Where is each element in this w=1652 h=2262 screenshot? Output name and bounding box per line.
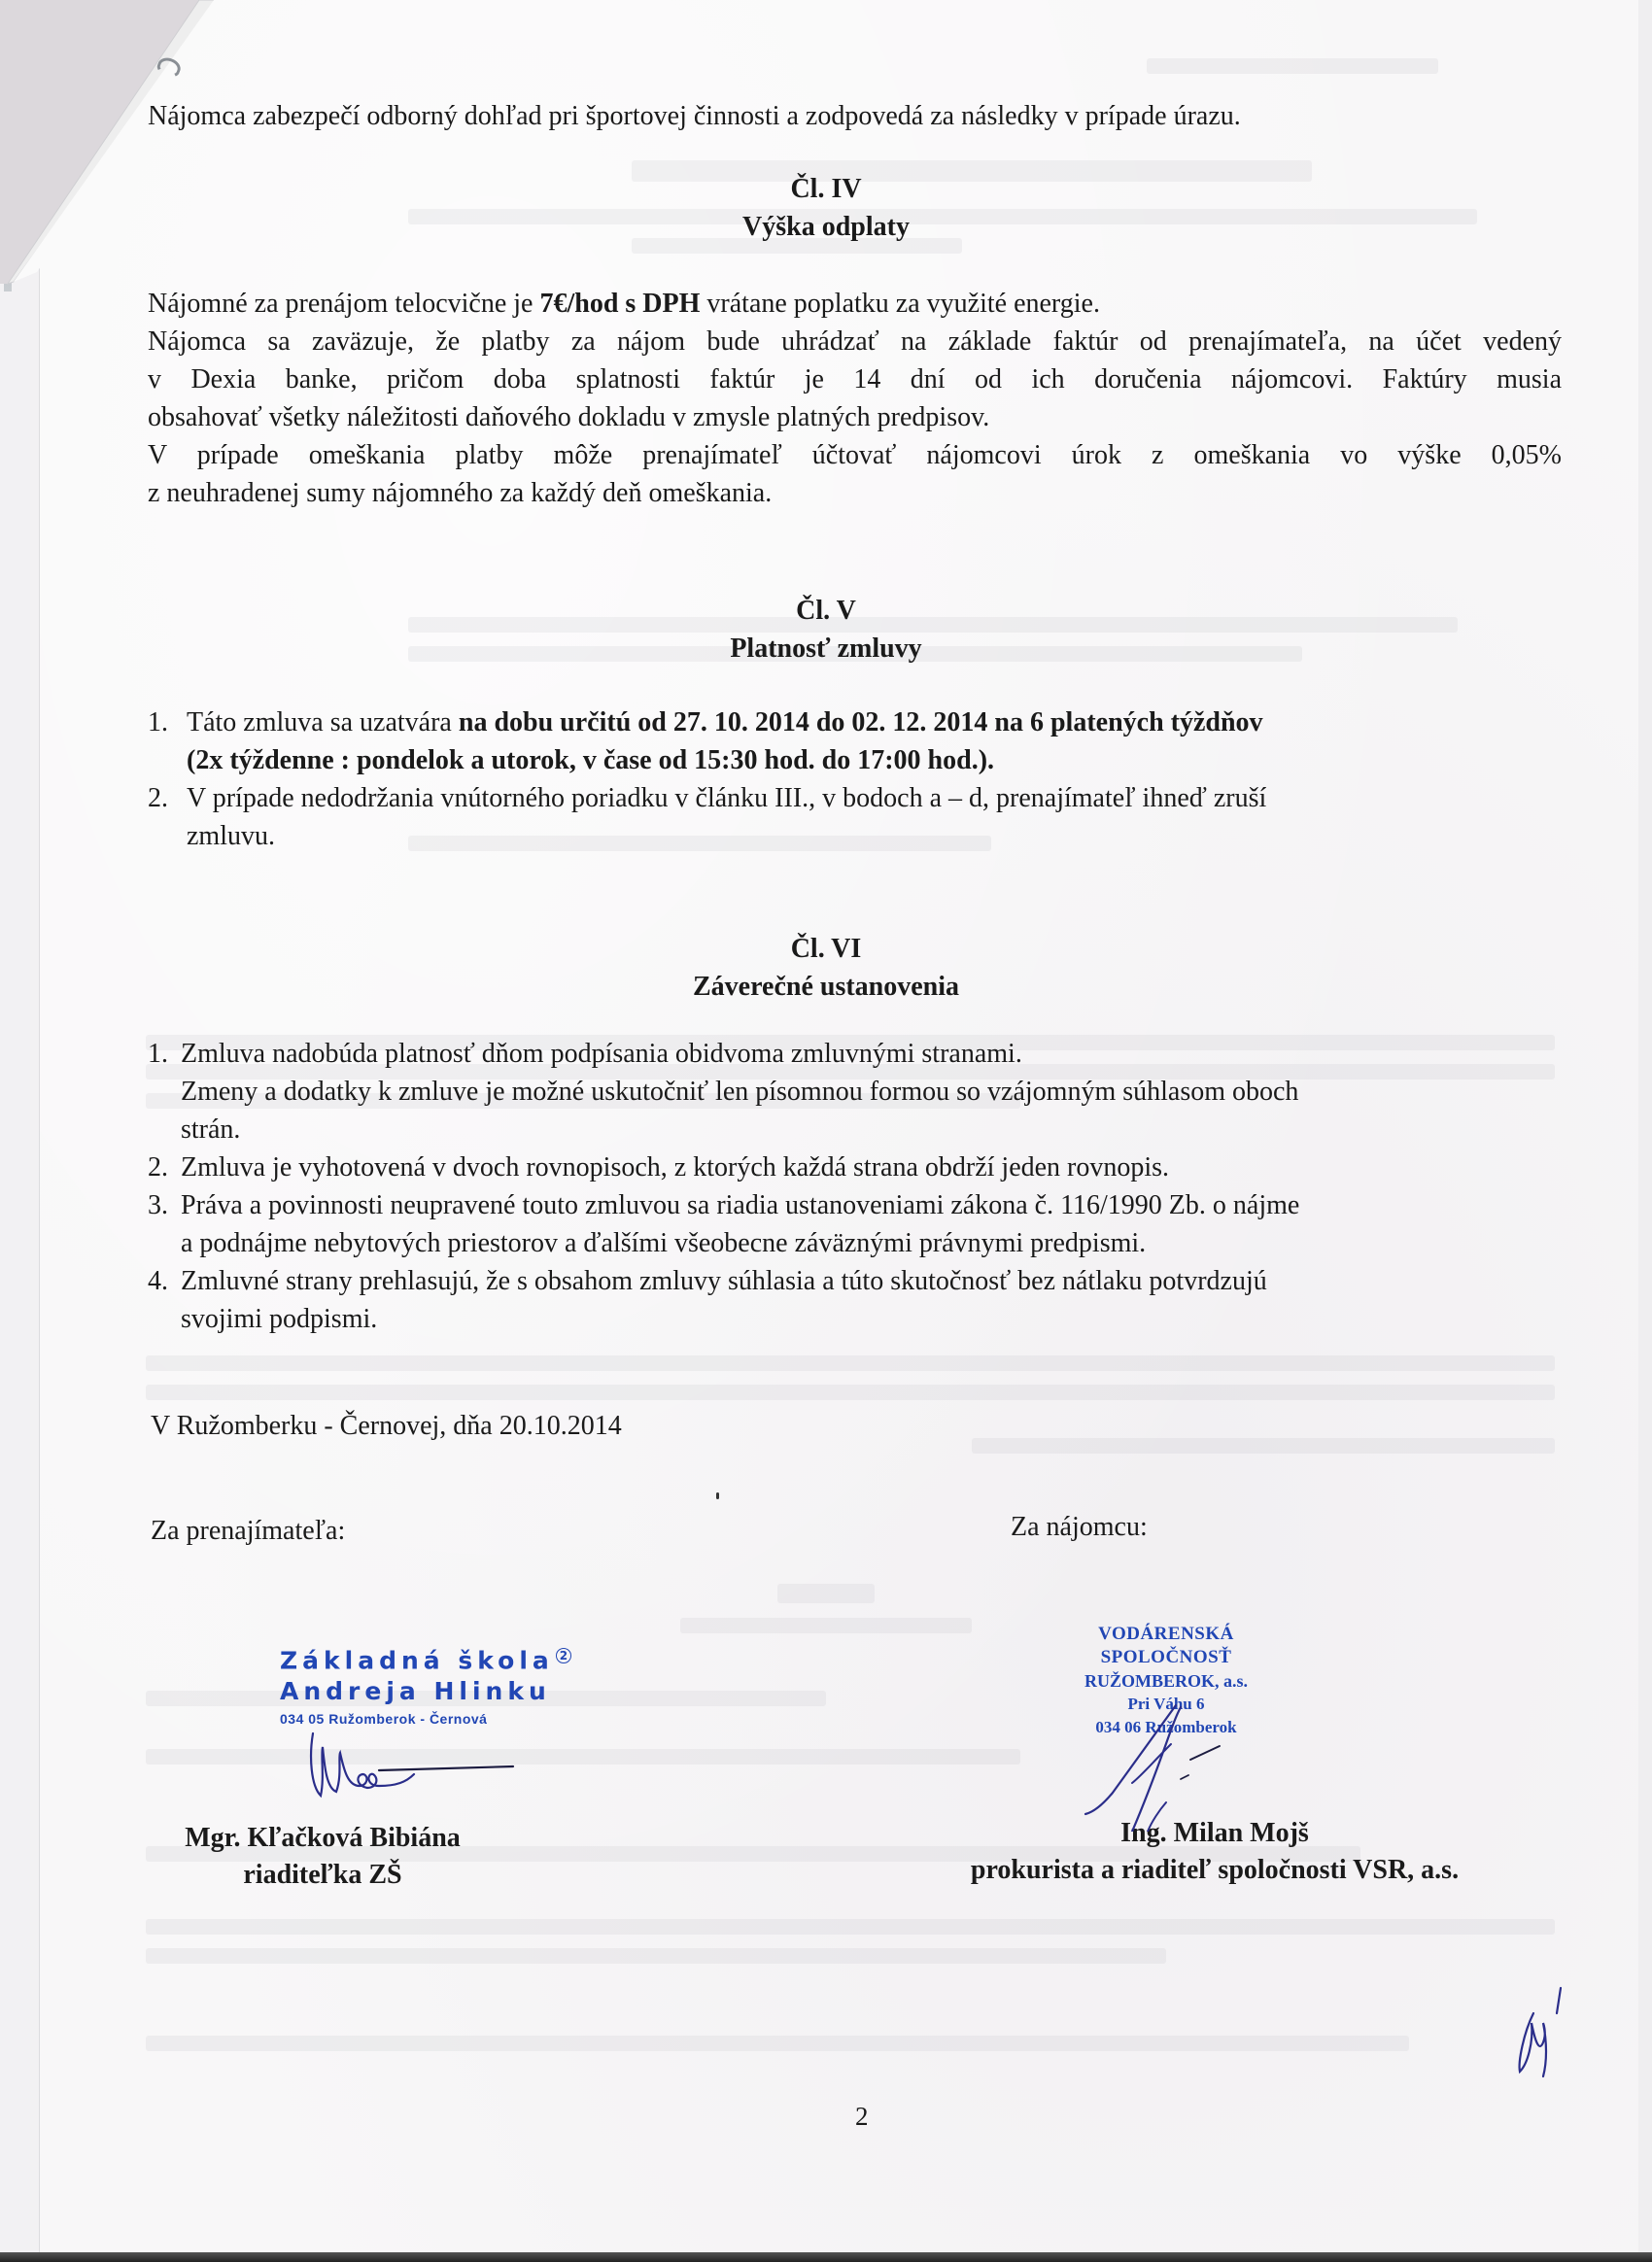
article-v-number: Čl. V (796, 596, 856, 626)
lessor-signatory (148, 1820, 498, 1894)
item-text: Zmluva je vyhotovená v dvoch rovnopisoch, z ktorých každá strana obdrží jeden rovnopis. (181, 1152, 1170, 1182)
contract-schedule: (2x týždenne : pondelok a utorok, v čase od 15:30 hod. do 17:00 hod.). (187, 745, 995, 775)
article-v-item-2 (148, 779, 1566, 855)
item-text: V prípade nedodržania vnútorného poriadku v článku III., v bodoch a – d, prenajímateľ ihneď zruší (187, 783, 1267, 813)
lessor-signature-icon (309, 1728, 523, 1805)
item-text: Zmluva nadobúda platnosť dňom podpísania obidvoma zmluvnými stranami. (181, 1039, 1022, 1069)
intro-paragraph (148, 97, 1562, 135)
rent-price-value: 7€/hod s DPH (539, 289, 701, 319)
item-text: a podnájme nebytových priestorov a ďalšími všeobecne záväznými právnymi predpismi. (181, 1228, 1147, 1258)
item-number: 3. (148, 1190, 168, 1220)
stamp-company-name: VODÁRENSKÁ SPOLOČNOSŤ (1098, 1624, 1234, 1667)
stamp-school-name-2: Andreja Hlinku (280, 1677, 551, 1706)
page-number: 2 (855, 2102, 869, 2131)
article-vi-item-4 (148, 1262, 1566, 1338)
rent-price-line (148, 285, 1562, 323)
item-number: 2. (148, 1152, 168, 1182)
item-text: Zmluvné strany prehlasujú, že s obsahom zmluvy súhlasia a túto skutočnosť bez nátlaku potvrdzujú (181, 1266, 1267, 1296)
stamp-company-city: RUŽOMBEROK, a.s. (1084, 1671, 1248, 1691)
rent-price-pre: Nájomné za prenájom telocvične je (148, 289, 540, 319)
stamp-line (280, 1640, 571, 1676)
scanner-right-edge (1638, 0, 1652, 2262)
article-v-list (148, 703, 1566, 855)
item-number: 1. (148, 707, 168, 737)
initials-signature-icon (1514, 1984, 1582, 2081)
scanner-bottom-edge (0, 2252, 1652, 2262)
stamp-number-mark: 2 (556, 1648, 571, 1663)
place-and-date: V Ružomberku - Černovej, dňa 20.10.2014 (151, 1411, 622, 1441)
item-number: 4. (148, 1266, 168, 1296)
lessor-stamp (280, 1640, 571, 1731)
late-fee-line-2: z neuhradenej sumy nájomného za každý deň omeškania. (148, 478, 773, 508)
item-number: 1. (148, 1039, 168, 1069)
folded-corner-icon (0, 0, 224, 291)
article-iv-body (148, 285, 1562, 512)
stamp-company-street: Pri Váhu 6 (1127, 1695, 1205, 1713)
intro-text: Nájomca zabezpečí odborný dohľad pri športovej činnosti a zodpovedá za následky v prípade úrazu. (148, 101, 1241, 131)
article-vi-item-1 (148, 1035, 1566, 1148)
item-text: Práva a povinnosti neupravené touto zmluvou sa riadia ustanoveniami zákona č. 116/1990 Zb. o nájme (181, 1190, 1300, 1220)
item-text: strán. (181, 1114, 241, 1145)
stamp-school-address: 034 05 Ružomberok - Černová (280, 1711, 488, 1728)
payment-line-3: obsahovať všetky náležitosti daňového dokladu v zmysle platných predpisov. (148, 402, 990, 432)
lessor-signatory-role: riaditeľka ZŠ (243, 1860, 402, 1890)
late-fee-line-1: V prípade omeškania platby môže prenajímateľ účtovať nájomcovi úrok z omeškania vo výške 0,05% (148, 440, 1562, 470)
item-text: svojimi podpismi. (181, 1304, 378, 1334)
item-text: Táto zmluva sa uzatvára (187, 707, 459, 737)
contract-period: na dobu určitú od 27. 10. 2014 do 02. 12. 2014 na 6 platených týždňov (458, 707, 1263, 737)
lessor-signatory-name: Mgr. Kľačková Bibiána (185, 1823, 461, 1853)
stamp-school-name: Základná škola (280, 1646, 554, 1675)
lessee-signatory-name: Ing. Milan Mojš (1120, 1818, 1309, 1848)
article-vi-list (148, 1035, 1566, 1338)
payment-line-2: v Dexia banke, pričom doba splatnosti faktúr je 14 dní od ich doručenia nájomcovi. Faktúry musia (148, 364, 1562, 394)
stamp-company-zip: 034 06 Ružomberok (1095, 1718, 1237, 1736)
article-vi-number: Čl. VI (790, 934, 862, 964)
lessee-signature-icon (1074, 1696, 1249, 1832)
article-vi-item-3 (148, 1186, 1566, 1262)
lessor-label: Za prenajímateľa: (151, 1516, 346, 1546)
lessee-label: Za nájomcu: (1011, 1512, 1148, 1542)
lessee-signatory-role: prokurista a riaditeľ spoločnosti VSR, a.s. (970, 1855, 1460, 1885)
ink-dot (716, 1492, 719, 1499)
payment-line-1: Nájomca sa zaväzuje, že platby za nájom bude uhrádzať na základe faktúr od prenajímateľa, na účet vedený (148, 326, 1562, 357)
article-v-item-1 (148, 703, 1566, 779)
article-vi-item-2 (148, 1148, 1566, 1186)
article-v-title: Platnosť zmluvy (730, 634, 922, 664)
item-number: 2. (148, 783, 168, 813)
article-iv-title: Výška odplaty (742, 212, 910, 242)
rent-price-post: vrátane poplatku za využité energie. (700, 289, 1100, 319)
article-vi-title: Záverečné ustanovenia (692, 972, 960, 1002)
item-text: Zmeny a dodatky k zmluve je možné uskutočniť len písomnou formou so vzájomným súhlasom oboch (181, 1077, 1299, 1107)
item-text: zmluvu. (187, 821, 275, 851)
article-iv-number: Čl. IV (790, 174, 862, 204)
